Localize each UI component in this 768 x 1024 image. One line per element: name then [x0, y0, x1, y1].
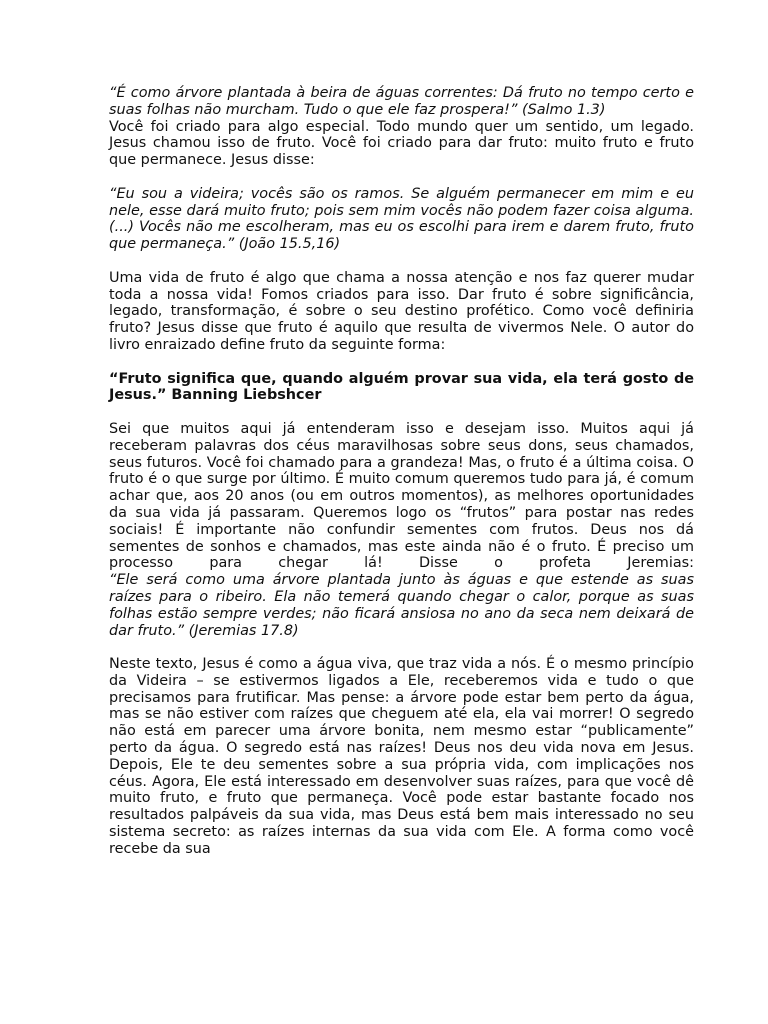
paragraph-raizes: Neste texto, Jesus é como a água viva, que traz vida a nós. É o mesmo princípio da Videira – se estivermos ligados a Ele, receberemos vida e tudo o que precisamos para frutificar. Mas pense: a árvore pode estar bem perto da água, mas se não estiver com raízes que cheguem até ela, ela vai morrer! O segredo não está em parecer uma árvore bonita, nem mesmo estar “publicamente” perto da água. O segredo está nas raízes! Deus nos deu vida nova em Jesus. Depois, Ele te deu sementes sobre a sua própria vida, com implicações nos céus. Agora, Ele está interessado em desenvolver suas raízes, para que você dê muito fruto, e fruto que permaneça. Você pode estar bastante focado nos resultados palpáveis da sua vida, mas Deus está bem mais interessado no seu sistema secreto: as raízes internas da sua vida com Ele. A forma como você recebe da sua	[109, 656, 694, 857]
paragraph-sementes: Sei que muitos aqui já entenderam isso e desejam isso. Muitos aqui já receberam palavras dos céus maravilhosas sobre seus dons, seus chamados, seus futuros. Você foi chamado para a grandeza! Mas, o fruto é a última coisa. O fruto é o que surge por último. É muito comum queremos tudo para já, é comum achar que, aos 20 anos (ou em outros momentos), as melhores oportunidades da sua vida já passaram. Queremos logo os “frutos” para postar nas redes sociais! É importante não confundir sementes com frutos. Deus nos dá sementes de sonhos e chamados, mas este ainda não é o fruto. É preciso um processo para chegar lá! Disse o profeta Jeremias:	[109, 420, 694, 572]
quote-banning: “Fruto significa que, quando alguém provar sua vida, ela terá gosto de Jesus.” Banning Liebshcer	[109, 370, 694, 404]
quote-jeremias: “Ele será como uma árvore plantada junto às águas e que estende as suas raízes para o ribeiro. Ela não temerá quando chegar o calor, porque as suas folhas estão sempre verdes; não ficará ansiosa no ano da seca nem deixará de dar fruto.” (Jeremias 17.8)	[109, 572, 694, 639]
paragraph-intro: Você foi criado para algo especial. Todo mundo quer um sentido, um legado. Jesus chamou isso de fruto. Você foi criado para dar fruto: muito fruto e fruto que permanece. Jesus disse:	[109, 118, 694, 169]
quote-joao: “Eu sou a videira; vocês são os ramos. Se alguém permanecer em mim e eu nele, esse dará muito fruto; pois sem mim vocês não podem fazer coisa alguma. (...) Vocês não me escolheram, mas eu os escolhi para irem e darem fruto, fruto que permaneça.” (João 15.5,16)	[109, 185, 694, 253]
quote-salmo: “É como árvore plantada à beira de águas correntes: Dá fruto no tempo certo e suas folhas não murcham. Tudo o que ele faz prospera!” (Salmo 1.3)	[109, 85, 694, 118]
document-page	[109, 85, 694, 858]
paragraph-vida-de-fruto: Uma vida de fruto é algo que chama a nossa atenção e nos faz querer mudar toda a nossa vida! Fomos criados para isso. Dar fruto é sobre significância, legado, transformação, é sobre o seu destino profético. Como você definiria fruto? Jesus disse que fruto é aquilo que resulta de vivermos Nele. O autor do livro enraizado define fruto da seguinte forma:	[109, 269, 694, 353]
